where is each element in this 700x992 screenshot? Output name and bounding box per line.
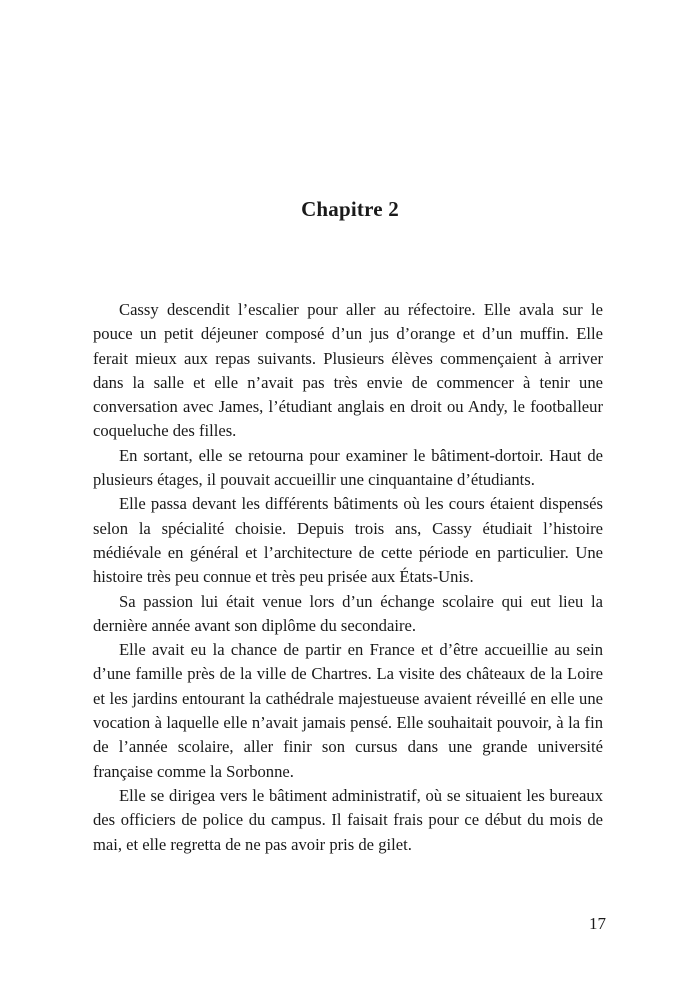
paragraph: Sa passion lui était venue lors d’un échange scolaire qui eut lieu la dernière année avant son diplôme du secondaire. [93, 591, 603, 635]
paragraph: En sortant, elle se retourna pour examiner le bâtiment-dortoir. Haut de plusieurs étages, il pouvait accueillir une cinquantaine d’étudiants. [93, 445, 603, 490]
paragraph: Cassy descendit l’escalier pour aller au réfectoire. Elle avala sur le pouce un petit déjeuner composé d’un jus d’orange et d’un muffin. Elle ferait mieux aux repas suivants. Plusieurs élèves commençaient à arriver dans la salle et elle n’avait pas très envie de commencer à tenir une conversation avec James, l’étudiant anglais en droit ou Andy, le footballeur coqueluche des filles. [93, 300, 603, 441]
page-number: 17 [589, 914, 606, 933]
paragraph: Elle avait eu la chance de partir en France et d’être accueillie au sein d’une famille près de la ville de Chartres. La visite des châteaux de la Loire et les jardins entourant la cathédrale majestueuse avaient réveillé en elle une vocation à laquelle elle n’avait jamais pensé. Elle souhaitait pouvoir, à la fin de l’année scolaire, aller finir son cursus dans une grande université française comme la Sorbonne. [93, 640, 603, 781]
chapter-title: Chapitre 2 [301, 197, 399, 221]
chapter-body [93, 298, 603, 857]
paragraph: Elle se dirigea vers le bâtiment administratif, où se situaient les bureaux des officiers de police du campus. Il faisait frais pour ce début du mois de mai, et elle regretta de ne pas avoir pris de gilet. [93, 785, 603, 854]
paragraph: Elle passa devant les différents bâtiments où les cours étaient dispensés selon la spécialité choisie. Depuis trois ans, Cassy étudiait l’histoire médiévale en général et l’architecture de cette période en particulier. Une histoire très peu connue et très peu prisée aux États-Unis. [93, 494, 603, 587]
